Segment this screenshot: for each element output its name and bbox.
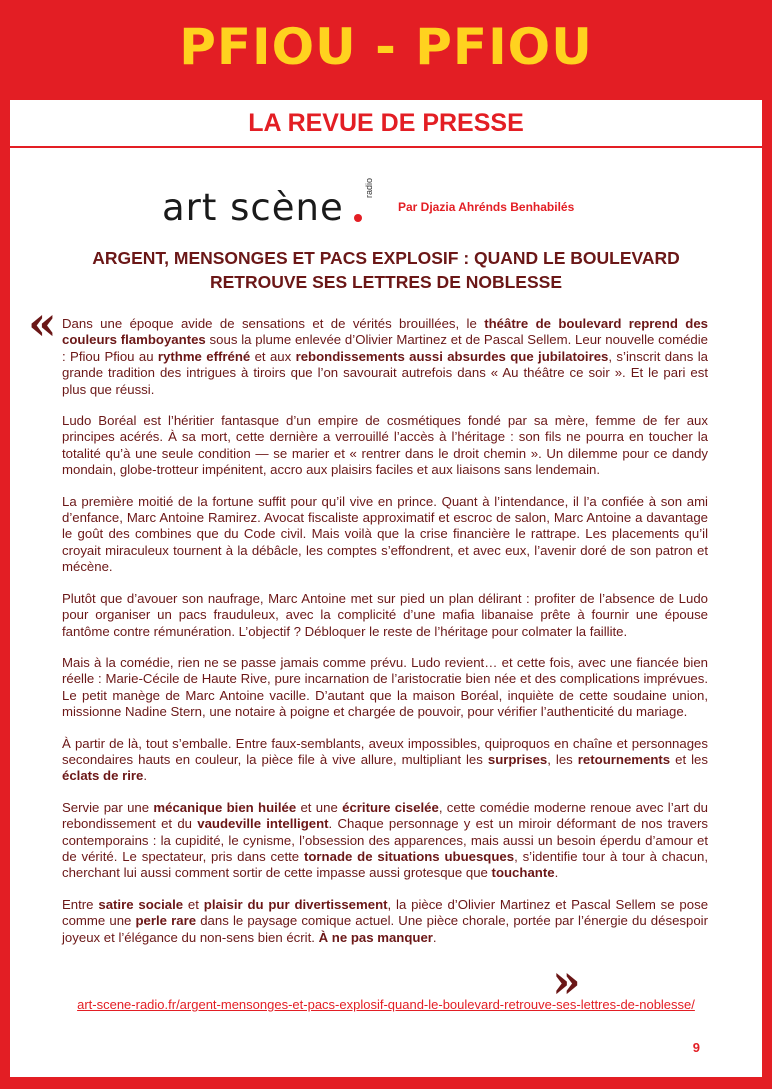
magazine-title: PFIOU - PFIOU: [179, 18, 593, 76]
emphasis-text: mécanique bien huilée: [153, 799, 297, 815]
article-paragraph: Dans une époque avide de sensations et de vérités brouillées, le théâtre de boulevard reprend des couleurs flamboyantes sous la plume enlevée d’Olivier Martinez et de Pascal Sellem. Leur nouvelle comédie : Pfiou Pfiou au rythme effréné et aux rebondissements aussi absurdes que jubilatoires, s’inscrit dans la grande tradition des intrigues à tiroirs que l’on savourait autrefois dans « Au théâtre ce soir ». Et le pari est plus que réussi.: [62, 316, 708, 397]
author-byline: Par Djazia Ahrénds Benhabilés: [398, 200, 575, 214]
art-scene-logo: [162, 177, 374, 230]
emphasis-text: retournements: [577, 751, 671, 767]
page-number: 9: [692, 1040, 700, 1055]
logo-radio-tag: radio: [364, 177, 374, 198]
article-paragraph: À partir de là, tout s’emballe. Entre faux-semblants, aveux impossibles, quiproquos en chaîne et personnages secondaires hauts en couleur, la pièce file à vive allure, multipliant les surprises, les retournements et les éclats de rire.: [62, 735, 708, 784]
emphasis-text: vaudeville intelligent: [197, 816, 329, 832]
close-quote-icon: »: [552, 954, 581, 1008]
header-banner: [0, 0, 772, 100]
source-link[interactable]: art-scene-radio.fr/argent-mensonges-et-pacs-explosif-quand-le-boulevard-retrouve-ses-lettres-de-noblesse/: [77, 997, 695, 1012]
emphasis-text: surprises: [487, 751, 548, 767]
emphasis-text: théâtre de boulevard reprend des couleurs flamboyantes: [62, 316, 708, 348]
emphasis-text: rebondissements aussi absurdes que jubilatoires: [295, 348, 609, 364]
emphasis-text: tornade de situations ubuesques: [303, 848, 515, 864]
article-paragraph: Entre satire sociale et plaisir du pur divertissement, la pièce d’Olivier Martinez et Pascal Sellem se pose comme une perle rare dans le paysage comique actuel. Une pièce chorale, portée par l’énergie du désespoir joyeux et l’élégance du non-sens bien écrit. À ne pas manquer.: [62, 896, 709, 945]
article-paragraph: Ludo Boréal est l’héritier fantasque d’un empire de cosmétiques fondé par sa mère, femme de fer aux principes acérés. À sa mort, cette dernière a verrouillé l’accès à l’héritage : son fils ne pourra en toucher la totalité qu’à une seule condition — se marier et « rentrer dans le droit chemin ». Un dilemme pour ce dandy mondain, globe-trotteur impénitent, accro aux plaisirs faciles et aux liaisons sans lendemain.: [62, 413, 708, 478]
logo-dot-icon: [354, 214, 362, 222]
logo-wordmark: art scène: [162, 186, 344, 229]
emphasis-text: écriture ciselée: [342, 799, 439, 815]
article-body: [62, 316, 708, 961]
section-header: [10, 100, 762, 148]
article-paragraph: Servie par une mécanique bien huilée et une écriture ciselée, cette comédie moderne renoue avec l’art du rebondissement et du vaudeville intelligent. Chaque personnage y est un miroir déformant de nos travers contemporains : la cupidité, le cynisme, l’obsession des apparences, mais aussi un besoin éperdu d’amour et de vérité. Le spectateur, pris dans cette tornade de situations ubuesques, s’identifie tour à tour à chacun, cherchant lui aussi comment sortir de cette impasse aussi grotesque que touchante.: [62, 799, 709, 881]
open-quote-icon: «: [28, 296, 57, 350]
emphasis-text: perle rare: [135, 913, 197, 929]
emphasis-text: touchante: [491, 865, 555, 881]
emphasis-text: éclats de rire: [62, 768, 144, 784]
page-sheet: [10, 100, 762, 1077]
article-paragraph: La première moitié de la fortune suffit pour qu’il vive en prince. Quant à l’intendance, il l’a confiée à son ami d’enfance, Marc Antoine Ramirez. Avocat fiscaliste approximatif et escroc de salon, Marc Antoine a davantage le goût des combines que du Code civil. Mais voilà que la crise financière le rattrape. Les placements qu’il croyait miraculeux tournent à la débâcle, les comptes s’effondrent, et avec eux, l’avenir doré de son patron et mécène.: [62, 493, 708, 575]
emphasis-text: satire sociale: [98, 896, 184, 912]
article-paragraph: Plutôt que d’avouer son naufrage, Marc Antoine met sur pied un plan délirant : profiter de l’absence de Ludo pour organiser un pacs frauduleux, avec la complicité d’une mafia libanaise prête à fournir une épouse fantôme contre rémunération. L’objectif ? Débloquer le reste de l’héritage pour colmater la faillite.: [62, 590, 708, 639]
emphasis-text: plaisir du pur divertissement: [203, 896, 388, 912]
article-paragraph: Mais à la comédie, rien ne se passe jamais comme prévu. Ludo revient… et cette fois, avec une fiancée bien réelle : Marie-Cécile de Haute Rive, pure incarnation de l’aristocratie bien née et des complications imprévues. Le petit manège de Marc Antoine vacille. D’autant que la maison Boréal, inquiète de cette soudaine union, missionne Nadine Stern, une notaire à poigne et chargée de pouvoir, pour vérifier l’authenticité du mariage.: [62, 654, 708, 720]
article-headline: ARGENT, MENSONGES ET PACS EXPLOSIF : QUAND LE BOULEVARD RETROUVE SES LETTRES DE NOBLESSE: [92, 248, 680, 292]
emphasis-text: À ne pas manquer: [318, 929, 433, 945]
section-title: LA REVUE DE PRESSE: [248, 109, 524, 137]
emphasis-text: rythme effréné: [157, 348, 251, 364]
